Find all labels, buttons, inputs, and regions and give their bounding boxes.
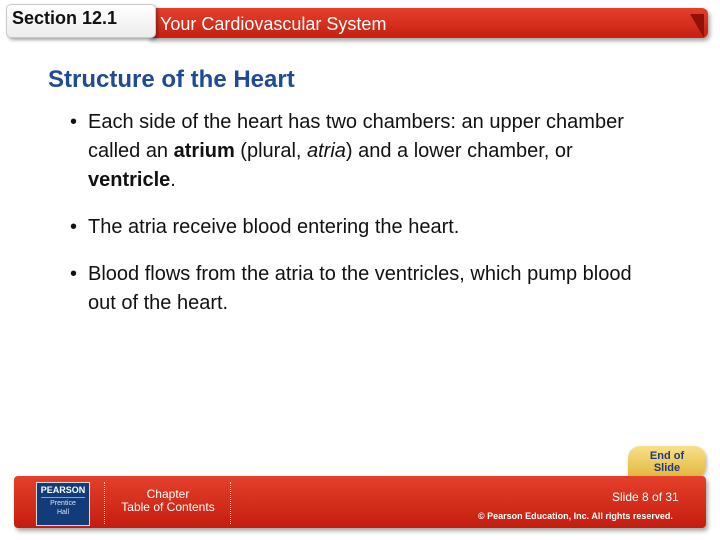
term-ventricle: ventricle <box>88 169 171 191</box>
footer-divider <box>230 482 233 524</box>
section-label: Section 12.1 <box>12 8 118 28</box>
chapter-toc-button[interactable] <box>112 482 224 522</box>
bullet-text <box>88 111 624 191</box>
end-of-slide-label-2: Slide <box>653 462 681 474</box>
copyright-notice: © Pearson Education, Inc. All rights reserved. <box>478 511 673 521</box>
bullet-marker: • <box>70 111 78 133</box>
toc-label-line2: Table of Contents <box>121 500 215 514</box>
bullet-text: Blood flows from the atria to the ventricles, which pump blood out of the heart. <box>88 263 632 314</box>
bullet-item <box>70 108 660 195</box>
text-run: . <box>170 169 176 191</box>
logo-text-prentice: Prentice <box>50 500 76 507</box>
logo-text-pearson: PEARSON <box>40 485 86 495</box>
bullet-marker: • <box>70 216 78 238</box>
logo-divider <box>41 497 85 498</box>
bullet-item <box>70 213 660 242</box>
footer-divider <box>104 482 107 524</box>
slide-number: Slide 8 of 31 <box>612 490 679 504</box>
header-fold-decoration <box>690 14 704 38</box>
text-run: ) and a lower chamber, or <box>345 140 573 162</box>
slide-heading: Structure of the Heart <box>48 66 295 93</box>
term-atrium: atrium <box>173 140 235 162</box>
toc-label-line1: Chapter <box>146 487 190 501</box>
bullet-item <box>70 260 660 318</box>
bullet-list <box>70 108 660 336</box>
text-run: (plural, <box>234 140 307 162</box>
chapter-title: Your Cardiovascular System <box>160 14 387 34</box>
pearson-prentice-hall-logo[interactable] <box>36 482 90 526</box>
bullet-marker: • <box>70 263 78 285</box>
logo-text-hall: Hall <box>56 509 70 516</box>
end-of-slide-label-1: End of <box>649 450 685 462</box>
end-of-slide-button[interactable] <box>628 446 706 478</box>
bullet-text: The atria receive blood entering the heart. <box>88 216 460 238</box>
text-run: Each side of the heart has two chambers: an upper chamber called an <box>88 111 624 162</box>
term-atria: atria <box>307 140 346 162</box>
